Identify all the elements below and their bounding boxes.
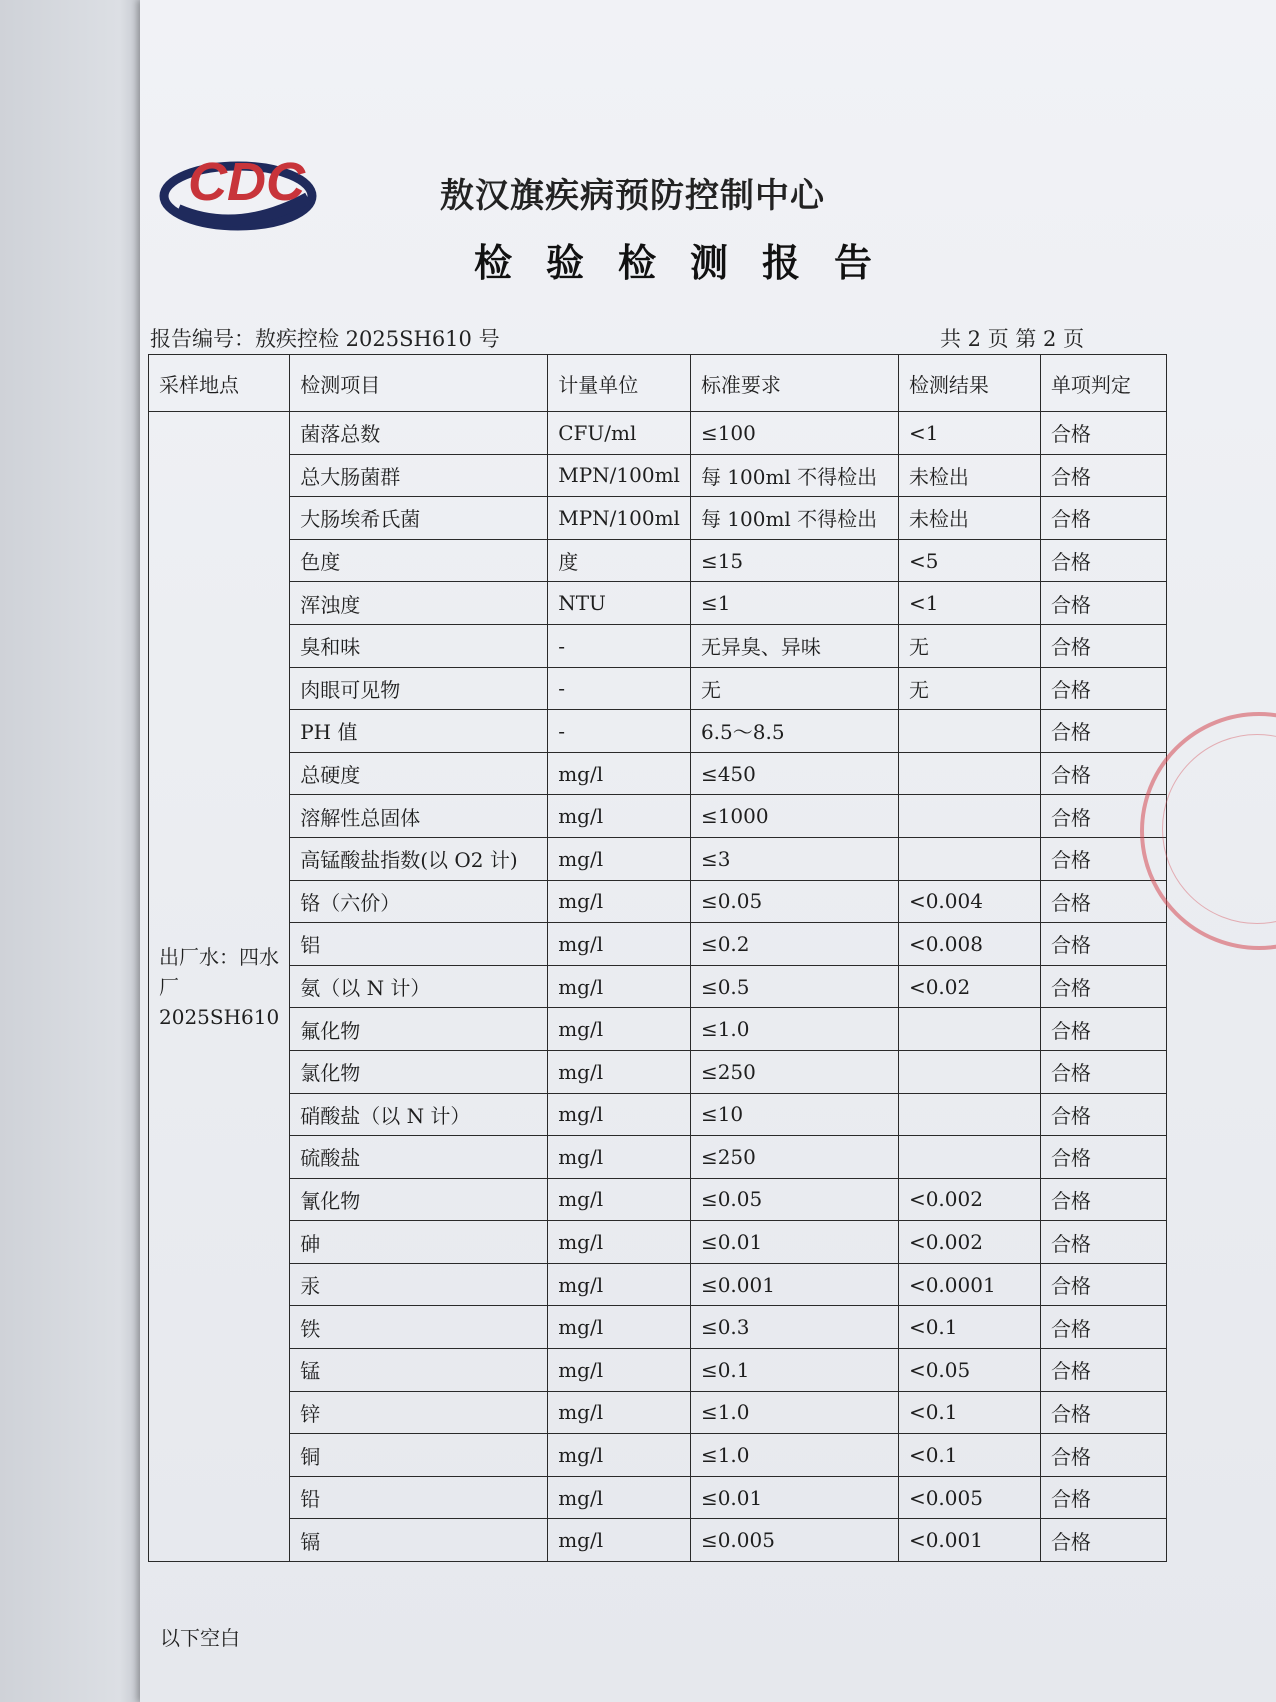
cdc-logo bbox=[158, 140, 318, 240]
test-item-cell: 锌 bbox=[290, 1391, 548, 1434]
test-item-cell: 溶解性总固体 bbox=[290, 795, 548, 838]
judgment-cell: 合格 bbox=[1040, 1221, 1166, 1264]
result-cell bbox=[898, 837, 1040, 880]
standard-cell: ≤0.05 bbox=[690, 880, 898, 923]
judgment-cell: 合格 bbox=[1040, 1519, 1166, 1562]
judgment-cell: 合格 bbox=[1040, 965, 1166, 1008]
unit-cell: mg/l bbox=[548, 965, 691, 1008]
table-row bbox=[149, 1391, 1167, 1434]
table-row bbox=[149, 1434, 1167, 1477]
standard-cell: ≤100 bbox=[690, 412, 898, 455]
result-cell: <0.005 bbox=[898, 1476, 1040, 1519]
standard-cell: 6.5～8.5 bbox=[690, 710, 898, 753]
result-cell: <0.1 bbox=[898, 1306, 1040, 1349]
header-item: 检测项目 bbox=[290, 355, 548, 412]
unit-cell: MPN/100ml bbox=[548, 454, 691, 497]
sampling-location bbox=[149, 412, 290, 1562]
result-cell: <0.05 bbox=[898, 1349, 1040, 1392]
judgment-cell: 合格 bbox=[1040, 412, 1166, 455]
table-row bbox=[149, 1221, 1167, 1264]
standard-cell: ≤3 bbox=[690, 837, 898, 880]
unit-cell: mg/l bbox=[548, 1093, 691, 1136]
judgment-cell: 合格 bbox=[1040, 1306, 1166, 1349]
unit-cell: mg/l bbox=[548, 1263, 691, 1306]
test-item-cell: 总大肠菌群 bbox=[290, 454, 548, 497]
header-judgment: 单项判定 bbox=[1040, 355, 1166, 412]
result-cell: <5 bbox=[898, 539, 1040, 582]
standard-cell: ≤0.01 bbox=[690, 1476, 898, 1519]
unit-cell: mg/l bbox=[548, 1519, 691, 1562]
table-row bbox=[149, 624, 1167, 667]
result-cell bbox=[898, 752, 1040, 795]
test-item-cell: 硝酸盐（以 N 计） bbox=[290, 1093, 548, 1136]
judgment-cell: 合格 bbox=[1040, 880, 1166, 923]
standard-cell: ≤450 bbox=[690, 752, 898, 795]
table-row bbox=[149, 923, 1167, 966]
header-location: 采样地点 bbox=[149, 355, 290, 412]
test-item-cell: 铅 bbox=[290, 1476, 548, 1519]
result-cell: 无 bbox=[898, 624, 1040, 667]
footer-note: 以下空白 bbox=[160, 1626, 240, 1650]
test-item-cell: 铬（六价） bbox=[290, 880, 548, 923]
standard-cell: ≤0.01 bbox=[690, 1221, 898, 1264]
test-item-cell: 氨（以 N 计） bbox=[290, 965, 548, 1008]
table-row bbox=[149, 412, 1167, 455]
test-item-cell: 臭和味 bbox=[290, 624, 548, 667]
result-cell: <0.002 bbox=[898, 1178, 1040, 1221]
unit-cell: mg/l bbox=[548, 752, 691, 795]
result-cell: <0.1 bbox=[898, 1434, 1040, 1477]
table-row bbox=[149, 1178, 1167, 1221]
result-cell bbox=[898, 1093, 1040, 1136]
unit-cell: MPN/100ml bbox=[548, 497, 691, 540]
result-cell bbox=[898, 795, 1040, 838]
table-row bbox=[149, 1008, 1167, 1051]
result-cell: <0.004 bbox=[898, 880, 1040, 923]
result-cell bbox=[898, 1136, 1040, 1179]
standard-cell: ≤250 bbox=[690, 1136, 898, 1179]
standard-cell: ≤0.2 bbox=[690, 923, 898, 966]
judgment-cell: 合格 bbox=[1040, 1008, 1166, 1051]
test-item-cell: 铜 bbox=[290, 1434, 548, 1477]
logo-lettering: CDC bbox=[188, 152, 305, 212]
unit-cell: mg/l bbox=[548, 880, 691, 923]
unit-cell: 度 bbox=[548, 539, 691, 582]
unit-cell: mg/l bbox=[548, 1050, 691, 1093]
unit-cell: - bbox=[548, 710, 691, 753]
table-row bbox=[149, 454, 1167, 497]
test-item-cell: 镉 bbox=[290, 1519, 548, 1562]
test-item-cell: 氰化物 bbox=[290, 1178, 548, 1221]
table-row bbox=[149, 1263, 1167, 1306]
result-cell: <0.001 bbox=[898, 1519, 1040, 1562]
result-cell: <0.0001 bbox=[898, 1263, 1040, 1306]
judgment-cell: 合格 bbox=[1040, 539, 1166, 582]
table-row bbox=[149, 1519, 1167, 1562]
standard-cell: ≤15 bbox=[690, 539, 898, 582]
unit-cell: mg/l bbox=[548, 1349, 691, 1392]
table-row bbox=[149, 1349, 1167, 1392]
standard-cell: ≤250 bbox=[690, 1050, 898, 1093]
standard-cell: ≤0.001 bbox=[690, 1263, 898, 1306]
standard-cell: 无异臭、异味 bbox=[690, 624, 898, 667]
unit-cell: mg/l bbox=[548, 1008, 691, 1051]
table-row bbox=[149, 1093, 1167, 1136]
judgment-cell: 合格 bbox=[1040, 624, 1166, 667]
unit-cell: mg/l bbox=[548, 1476, 691, 1519]
test-item-cell: 汞 bbox=[290, 1263, 548, 1306]
test-item-cell: 铝 bbox=[290, 923, 548, 966]
standard-cell: ≤0.005 bbox=[690, 1519, 898, 1562]
report-number: 报告编号：敖疾控检 2025SH610 号 bbox=[150, 327, 500, 351]
standard-cell: ≤0.3 bbox=[690, 1306, 898, 1349]
judgment-cell: 合格 bbox=[1040, 837, 1166, 880]
test-item-cell: PH 值 bbox=[290, 710, 548, 753]
result-cell: <1 bbox=[898, 412, 1040, 455]
page-info: 共 2 页 第 2 页 bbox=[940, 327, 1085, 351]
unit-cell: mg/l bbox=[548, 1136, 691, 1179]
test-item-cell: 色度 bbox=[290, 539, 548, 582]
table-row bbox=[149, 965, 1167, 1008]
location-code: 2025SH610 bbox=[159, 1004, 280, 1029]
standard-cell: ≤0.1 bbox=[690, 1349, 898, 1392]
result-cell: 未检出 bbox=[898, 454, 1040, 497]
judgment-cell: 合格 bbox=[1040, 1476, 1166, 1519]
judgment-cell: 合格 bbox=[1040, 1263, 1166, 1306]
table-row bbox=[149, 539, 1167, 582]
header-unit: 计量单位 bbox=[548, 355, 691, 412]
test-item-cell: 肉眼可见物 bbox=[290, 667, 548, 710]
standard-cell: 每 100ml 不得检出 bbox=[690, 497, 898, 540]
judgment-cell: 合格 bbox=[1040, 667, 1166, 710]
unit-cell: CFU/ml bbox=[548, 412, 691, 455]
table-row bbox=[149, 497, 1167, 540]
results-table bbox=[148, 354, 1167, 1562]
standard-cell: ≤1.0 bbox=[690, 1391, 898, 1434]
unit-cell: - bbox=[548, 624, 691, 667]
judgment-cell: 合格 bbox=[1040, 923, 1166, 966]
judgment-cell: 合格 bbox=[1040, 497, 1166, 540]
report-page bbox=[140, 0, 1276, 1702]
unit-cell: mg/l bbox=[548, 1178, 691, 1221]
underlying-page bbox=[0, 0, 150, 1702]
test-item-cell: 氯化物 bbox=[290, 1050, 548, 1093]
table-row bbox=[149, 795, 1167, 838]
result-cell: 无 bbox=[898, 667, 1040, 710]
standard-cell: ≤10 bbox=[690, 1093, 898, 1136]
table-row bbox=[149, 752, 1167, 795]
table-row bbox=[149, 710, 1167, 753]
result-cell: <0.02 bbox=[898, 965, 1040, 1008]
result-cell: <1 bbox=[898, 582, 1040, 625]
judgment-cell: 合格 bbox=[1040, 1349, 1166, 1392]
judgment-cell: 合格 bbox=[1040, 1093, 1166, 1136]
test-item-cell: 高锰酸盐指数(以 O2 计) bbox=[290, 837, 548, 880]
judgment-cell: 合格 bbox=[1040, 582, 1166, 625]
test-item-cell: 硫酸盐 bbox=[290, 1136, 548, 1179]
unit-cell: mg/l bbox=[548, 1221, 691, 1264]
header-standard: 标准要求 bbox=[690, 355, 898, 412]
result-cell: 未检出 bbox=[898, 497, 1040, 540]
result-cell bbox=[898, 710, 1040, 753]
table-row bbox=[149, 1050, 1167, 1093]
organization-name: 敖汉旗疾病预防控制中心 bbox=[440, 176, 825, 216]
judgment-cell: 合格 bbox=[1040, 1136, 1166, 1179]
unit-cell: mg/l bbox=[548, 1391, 691, 1434]
standard-cell: 无 bbox=[690, 667, 898, 710]
test-item-cell: 菌落总数 bbox=[290, 412, 548, 455]
unit-cell: mg/l bbox=[548, 1306, 691, 1349]
result-cell: <0.008 bbox=[898, 923, 1040, 966]
test-item-cell: 浑浊度 bbox=[290, 582, 548, 625]
report-title: 检验检测报告 bbox=[473, 240, 906, 285]
result-cell: <0.1 bbox=[898, 1391, 1040, 1434]
test-item-cell: 砷 bbox=[290, 1221, 548, 1264]
table-row bbox=[149, 1476, 1167, 1519]
unit-cell: NTU bbox=[548, 582, 691, 625]
unit-cell: mg/l bbox=[548, 1434, 691, 1477]
test-item-cell: 铁 bbox=[290, 1306, 548, 1349]
judgment-cell: 合格 bbox=[1040, 1178, 1166, 1221]
table-row bbox=[149, 837, 1167, 880]
unit-cell: mg/l bbox=[548, 795, 691, 838]
test-item-cell: 总硬度 bbox=[290, 752, 548, 795]
table-row bbox=[149, 582, 1167, 625]
result-cell bbox=[898, 1050, 1040, 1093]
header-result: 检测结果 bbox=[898, 355, 1040, 412]
standard-cell: ≤1.0 bbox=[690, 1008, 898, 1051]
unit-cell: - bbox=[548, 667, 691, 710]
result-cell: <0.002 bbox=[898, 1221, 1040, 1264]
judgment-cell: 合格 bbox=[1040, 1391, 1166, 1434]
standard-cell: ≤1.0 bbox=[690, 1434, 898, 1477]
location-name: 出厂水：四水厂 bbox=[159, 944, 279, 999]
standard-cell: ≤1000 bbox=[690, 795, 898, 838]
unit-cell: mg/l bbox=[548, 837, 691, 880]
judgment-cell: 合格 bbox=[1040, 454, 1166, 497]
standard-cell: 每 100ml 不得检出 bbox=[690, 454, 898, 497]
unit-cell: mg/l bbox=[548, 923, 691, 966]
judgment-cell: 合格 bbox=[1040, 710, 1166, 753]
judgment-cell: 合格 bbox=[1040, 1050, 1166, 1093]
table-row bbox=[149, 880, 1167, 923]
standard-cell: ≤1 bbox=[690, 582, 898, 625]
table-header-row bbox=[149, 355, 1167, 412]
judgment-cell: 合格 bbox=[1040, 795, 1166, 838]
test-item-cell: 锰 bbox=[290, 1349, 548, 1392]
standard-cell: ≤0.05 bbox=[690, 1178, 898, 1221]
judgment-cell: 合格 bbox=[1040, 1434, 1166, 1477]
result-cell bbox=[898, 1008, 1040, 1051]
table-row bbox=[149, 667, 1167, 710]
test-item-cell: 大肠埃希氏菌 bbox=[290, 497, 548, 540]
judgment-cell: 合格 bbox=[1040, 752, 1166, 795]
table-row bbox=[149, 1306, 1167, 1349]
test-item-cell: 氟化物 bbox=[290, 1008, 548, 1051]
standard-cell: ≤0.5 bbox=[690, 965, 898, 1008]
table-row bbox=[149, 1136, 1167, 1179]
